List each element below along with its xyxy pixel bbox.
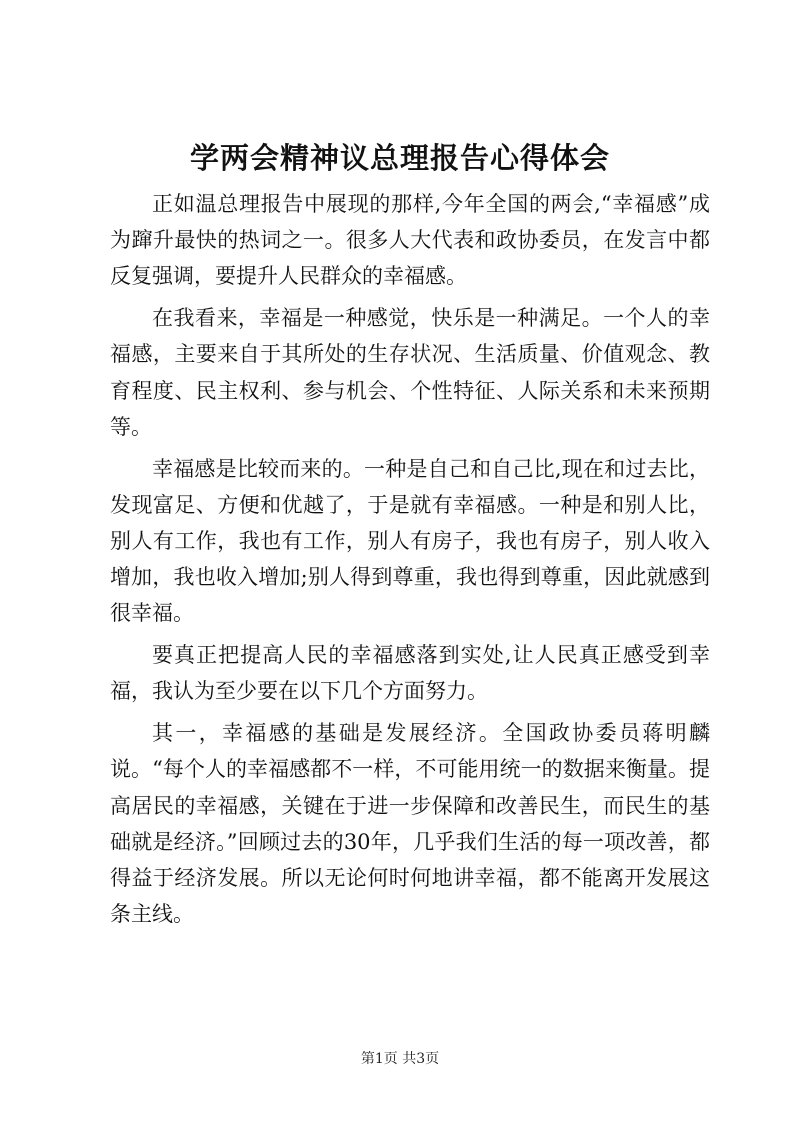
paragraph-1: 正如温总理报告中展现的那样,今年全国的两会,“幸福感”成为蹿升最快的热词之一。很多人大代表和政协委员，在发言中都反复强调，要提升人民群众的幸福感。 bbox=[110, 192, 710, 289]
paragraph-2: 在我看来，幸福是一种感觉，快乐是一种满足。一个人的幸福感，主要来自于其所处的生存状况、生活质量、价值观念、教育程度、民主权利、参与机会、个性特征、人际关系和未来预期等。 bbox=[110, 306, 710, 439]
paragraph-3: 幸福感是比较而来的。一种是自己和自己比,现在和过去比，发现富足、方便和优越了，于是就有幸福感。一种是和别人比，别人有工作，我也有工作，别人有房子，我也有房子，别人收入增加，我也收入增加;别人得到尊重，我也得到尊重，因此就感到很幸福。 bbox=[110, 456, 710, 626]
paragraph-4: 要真正把提高人民的幸福感落到实处,让人民真正感受到幸福，我认为至少要在以下几个方面努力。 bbox=[110, 643, 710, 704]
document-title: 学两会精神议总理报告心得体会 bbox=[189, 141, 610, 175]
page-footer: 第1页 共3页 bbox=[360, 1051, 440, 1067]
document-body bbox=[110, 186, 710, 938]
paragraph-5: 其一，幸福感的基础是发展经济。全国政协委员蒋明麟说。“每个人的幸福感都不一样，不可能用统一的数据来衡量。提高居民的幸福感，关键在于进一步保障和改善民生，而民生的基础就是经济。”回顾过去的30年，几乎我们生活的每一项改善，都得益于经济发展。所以无论何时何地讲幸福，都不能离开发展这条主线。 bbox=[110, 721, 710, 927]
